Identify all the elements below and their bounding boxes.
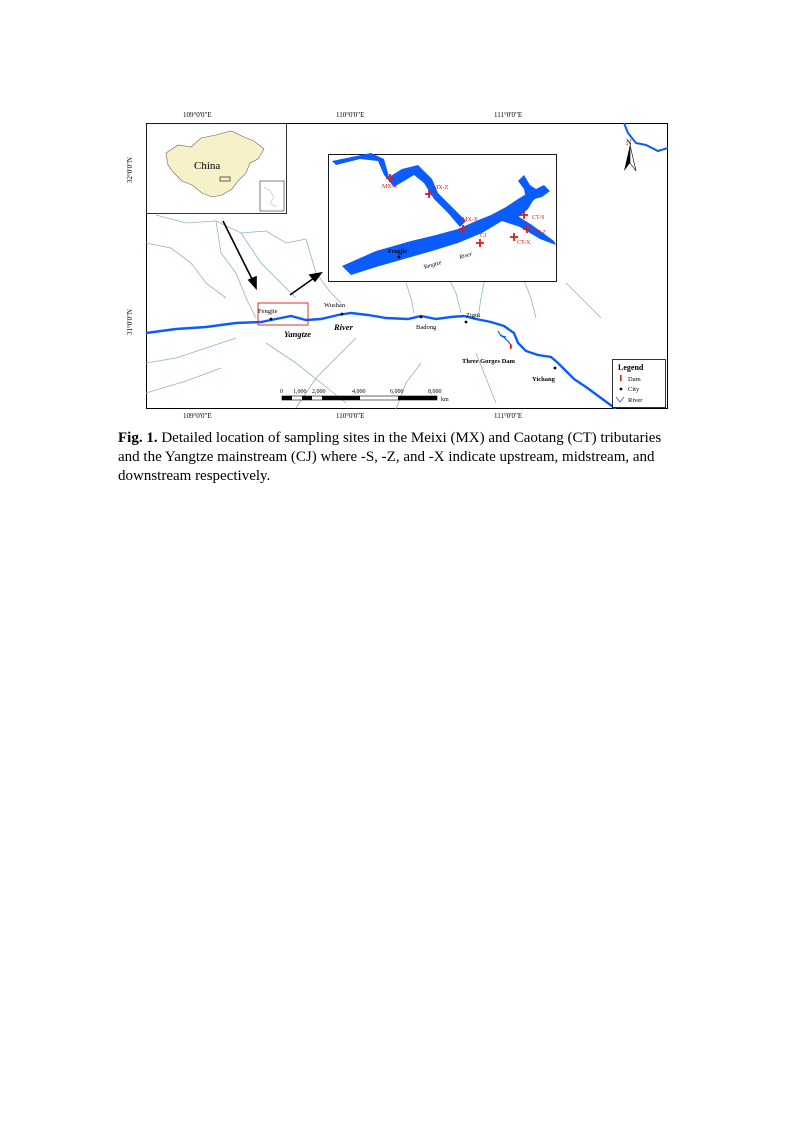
- scale-tick-1000: 1,000: [293, 389, 307, 395]
- detail-river-label-river: River: [458, 251, 474, 261]
- city-label-fengjie: Fengjie: [258, 308, 278, 315]
- caption-label: Fig. 1.: [118, 430, 158, 446]
- dam-bar-icon: [620, 375, 622, 381]
- site-label-mx-z: MX-Z: [433, 185, 449, 191]
- legend-label-river: River: [628, 397, 643, 404]
- scale-tick-2000: 2,000: [312, 389, 326, 395]
- china-label: China: [194, 160, 221, 172]
- site-label-ct-s: CT-S: [532, 215, 545, 221]
- river-label-river: River: [334, 322, 353, 332]
- site-label-mx-s: MX-S: [382, 184, 398, 190]
- left-lat-32: 32°0'0"N: [125, 157, 134, 183]
- dam-label: Three Gorges Dam: [462, 358, 515, 365]
- site-label-ct-x: CT-X: [517, 240, 531, 246]
- china-inset: [147, 124, 287, 214]
- legend-label-dam: Dam: [628, 376, 641, 383]
- north-label: N: [626, 138, 632, 147]
- detail-river-label-yangtze: Yangtze: [422, 260, 443, 271]
- top-lon-109: 109°0'0"E: [183, 111, 212, 119]
- top-lon-110: 110°0'0"E: [336, 111, 365, 119]
- caption-text: Detailed location of sampling sites in the Meixi (MX) and Caotang (CT) tributaries and the Yangtze mainstream (CJ) where -S, -Z, and -X indicate upstream, midstream, and downstream respectively.: [118, 430, 662, 484]
- dam-marker: [510, 344, 512, 349]
- scale-unit: km: [441, 397, 449, 403]
- detail-city-label-fengjie: Fengjie: [388, 249, 407, 255]
- bottom-lon-109: 109°0'0"E: [183, 412, 212, 420]
- map-figure: [146, 123, 668, 409]
- city-dot-icon: [620, 388, 623, 391]
- left-lat-31: 31°0'0"N: [125, 309, 134, 335]
- legend: [613, 360, 666, 408]
- top-lon-111: 111°0'0"E: [494, 111, 523, 119]
- city-label-wushan: Wushan: [324, 302, 346, 309]
- legend-title: Legend: [618, 363, 644, 372]
- city-label-yichang: Yichang: [532, 376, 555, 383]
- figure-caption: [118, 429, 678, 486]
- site-label-cj: CJ: [480, 233, 487, 239]
- detail-inset: [329, 153, 557, 282]
- site-label-mx-x: MX-X: [462, 217, 478, 223]
- river-label-yangtze: Yangtze: [284, 329, 312, 339]
- site-label-ct-z: CT-Z: [533, 230, 546, 236]
- bottom-lon-110: 110°0'0"E: [336, 412, 365, 420]
- scale-tick-0: 0: [280, 389, 283, 395]
- city-label-zigui: Zigui: [466, 312, 481, 319]
- city-label-badong: Badong: [416, 324, 437, 331]
- scale-tick-6000: 6,000: [390, 389, 404, 395]
- bottom-lon-111: 111°0'0"E: [494, 412, 523, 420]
- scale-tick-8000: 8,000: [428, 389, 442, 395]
- scale-tick-4000: 4,000: [352, 389, 366, 395]
- legend-label-city: City: [628, 386, 640, 393]
